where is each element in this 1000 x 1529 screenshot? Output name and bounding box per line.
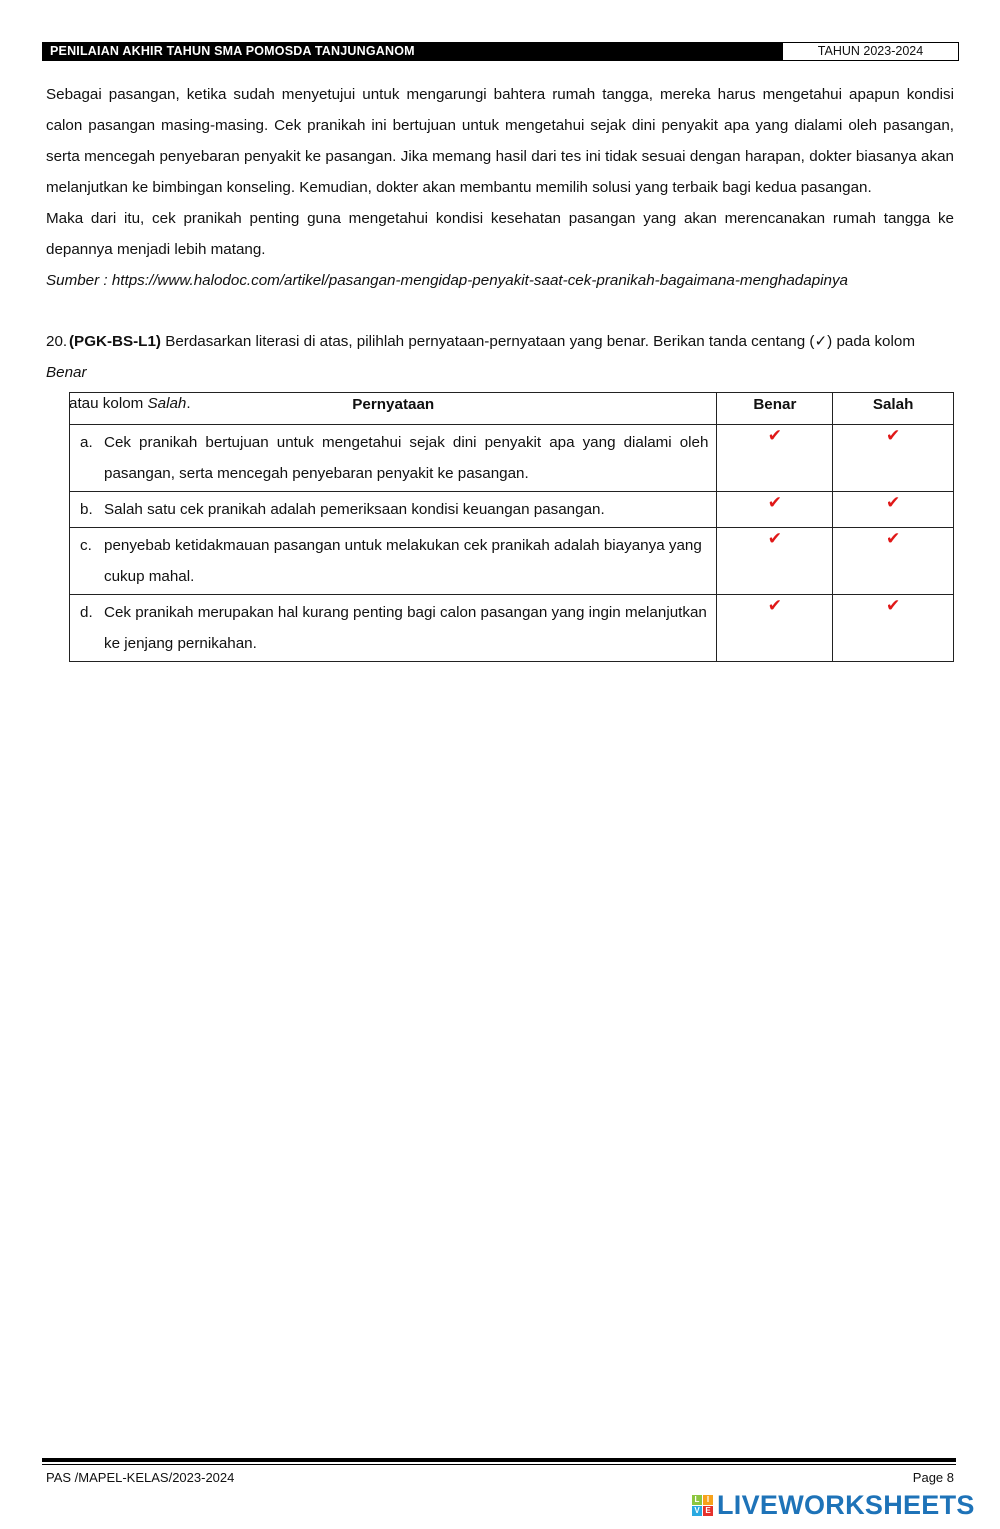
salah-checkmark-icon[interactable]: ✔	[885, 596, 901, 615]
liveworksheets-logo-icon	[692, 1495, 713, 1516]
footer-code: PAS /MAPEL-KELAS/2023-2024	[46, 1470, 235, 1485]
benar-cell[interactable]	[717, 425, 833, 492]
header-benar: Benar	[717, 393, 833, 425]
passage-paragraph-2: Maka dari itu, cek pranikah penting guna mengetahui kondisi kesehatan pasangan yang akan merencanakan rumah tangga ke depannya menjadi lebih matang.	[46, 210, 954, 258]
benar-checkmark-icon[interactable]: ✔	[767, 426, 782, 445]
logo-letter-v: V	[692, 1506, 702, 1516]
passage-source: Sumber : https://www.halodoc.com/artikel/pasangan-mengidap-penyakit-saat-cek-pranikah-bagaimana-menghadapinya	[46, 272, 849, 289]
statement-letter: a.	[80, 434, 93, 451]
salah-checkmark-icon[interactable]: ✔	[885, 493, 901, 512]
statement-cell	[70, 492, 717, 528]
salah-cell[interactable]	[833, 528, 954, 595]
question-text-1: Berdasarkan literasi di atas, pilihlah pernyataan-pernyataan yang benar. Berikan tanda centang (✓) pada kolom	[160, 333, 915, 350]
table-row	[70, 492, 954, 528]
passage-paragraph-1: Sebagai pasangan, ketika sudah menyetujui untuk mengarungi bahtera rumah tangga, mereka harus mengetahui apapun kondisi calon pasangan masing-masing. Cek pranikah ini bertujuan untuk mengetahui sejak dini penyakit apa yang dialami oleh pasangan, serta mencegah penyebaran penyakit ke pasangan. Jika memang hasil dari tes ini tidak sesuai dengan harapan, dokter biasanya akan melanjutkan ke bimbingan konseling. Kemudian, dokter akan membantu memilih solusi yang terbaik bagi kedua pasangan.	[46, 86, 954, 196]
footer-rule-thick	[42, 1458, 956, 1462]
header-year: TAHUN 2023-2024	[782, 42, 959, 61]
table-header-row	[70, 393, 954, 425]
salah-checkmark-icon[interactable]: ✔	[885, 529, 901, 548]
table-row	[70, 595, 954, 662]
question-text-2: atau kolom	[69, 395, 148, 412]
statement-text: penyebab ketidakmauan pasangan untuk melakukan cek pranikah adalah biayanya yang cukup mahal.	[104, 537, 702, 585]
statement-letter: c.	[80, 537, 92, 554]
table-row	[70, 528, 954, 595]
liveworksheets-wordmark: LIVEWORKSHEETS	[717, 1489, 975, 1520]
statement-letter: b.	[80, 501, 93, 518]
benar-checkmark-icon[interactable]: ✔	[767, 529, 782, 548]
salah-cell[interactable]	[833, 595, 954, 662]
salah-cell[interactable]	[833, 425, 954, 492]
statement-text: Cek pranikah bertujuan untuk mengetahui sejak dini penyakit apa yang dialami oleh pasangan, serta mencegah penyebaran penyakit ke pasangan.	[104, 434, 709, 482]
reading-passage	[46, 79, 954, 296]
statement-cell	[70, 595, 717, 662]
question-salah-word: Salah	[147, 395, 187, 412]
table-row	[70, 425, 954, 492]
statement-table	[69, 392, 954, 662]
statement-letter: d.	[80, 604, 93, 621]
footer-rule-thin	[42, 1464, 956, 1465]
question-code: (PGK-BS-L1)	[69, 333, 161, 350]
logo-letter-l: L	[692, 1495, 702, 1505]
header-salah: Salah	[833, 393, 954, 425]
benar-cell[interactable]	[717, 528, 833, 595]
question-benar-word: Benar	[46, 364, 87, 381]
benar-checkmark-icon[interactable]: ✔	[767, 493, 782, 512]
liveworksheets-brand[interactable]	[692, 1488, 975, 1522]
logo-letter-i: I	[703, 1495, 713, 1505]
benar-checkmark-icon[interactable]: ✔	[767, 596, 782, 615]
statement-cell	[70, 528, 717, 595]
question-text-end: .	[186, 395, 191, 412]
question-line-1	[46, 326, 954, 388]
logo-letter-e: E	[703, 1506, 713, 1516]
header-bar	[42, 42, 959, 61]
benar-cell[interactable]	[717, 492, 833, 528]
statement-text: Salah satu cek pranikah adalah pemeriksaan kondisi keuangan pasangan.	[104, 501, 605, 518]
statement-cell	[70, 425, 717, 492]
benar-cell[interactable]	[717, 595, 833, 662]
salah-cell[interactable]	[833, 492, 954, 528]
salah-checkmark-icon[interactable]: ✔	[885, 426, 901, 445]
statement-text: Cek pranikah merupakan hal kurang penting bagi calon pasangan yang ingin melanjutkan ke jenjang pernikahan.	[104, 604, 707, 652]
footer-page-number: Page 8	[912, 1470, 954, 1485]
header-title: PENILAIAN AKHIR TAHUN SMA POMOSDA TANJUNGANOM	[42, 42, 782, 61]
header-statement: Pernyataan	[70, 393, 717, 425]
question-number: 20.	[46, 333, 68, 350]
